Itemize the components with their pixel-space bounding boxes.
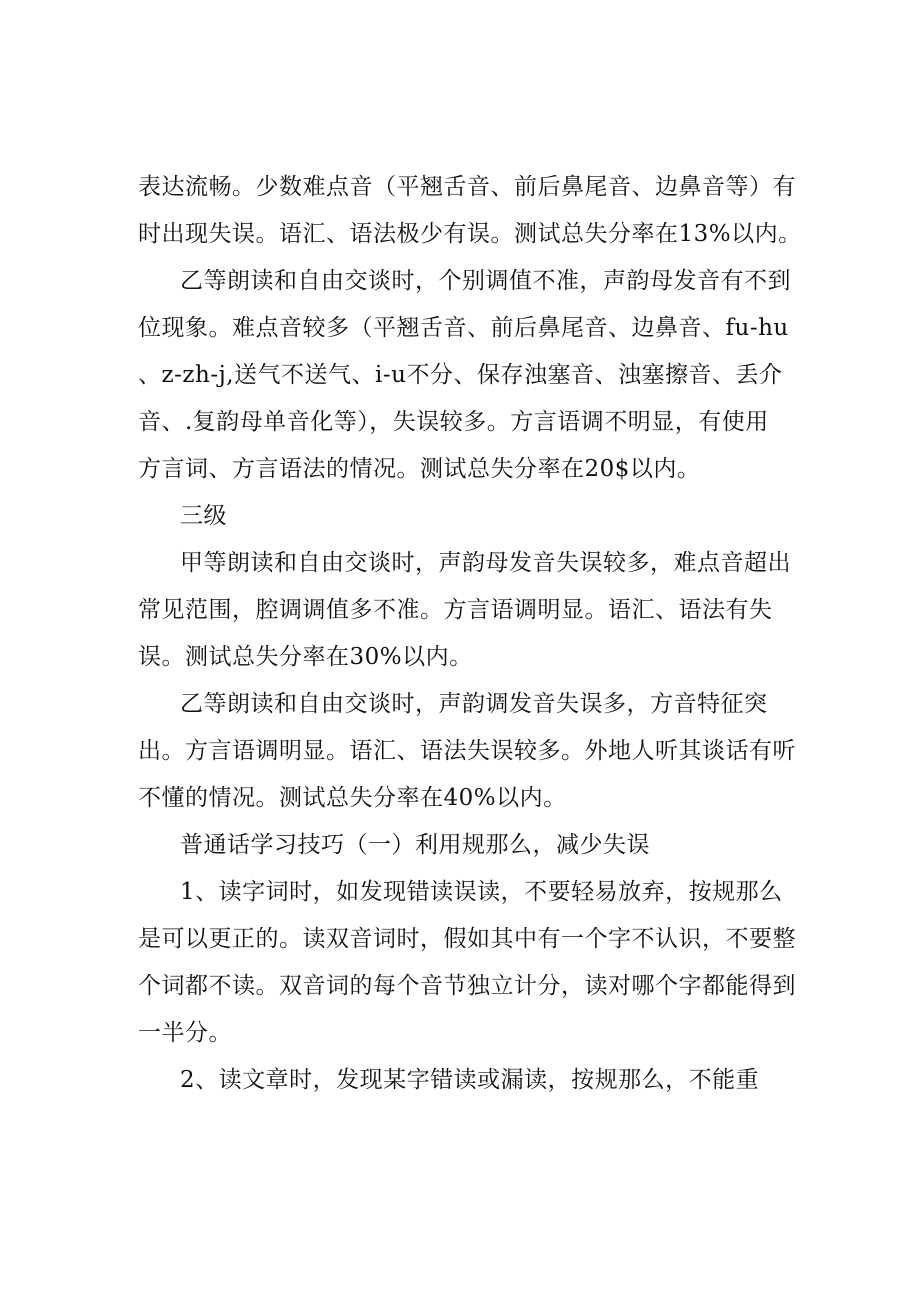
text-line: 位现象。难点音较多（平翘舌音、前后鼻尾音、边鼻音、fu-hu [138,315,789,341]
text-line: 2、读文章时，发现某字错读或漏读，按规那么，不能重 [180,1067,760,1093]
paragraph-5 [138,869,796,1057]
text-line: 1、读字词时，如发现错读误读，不要轻易放弃，按规那么 [180,879,783,905]
section-heading [138,493,788,540]
text-line: 不懂的情况。测试总失分率在40%以内。 [138,785,567,811]
text-line: 误。测试总失分率在30%以内。 [138,644,473,670]
paragraph-6 [138,1057,788,1104]
text-line: 时出现失误。语汇、语法极少有误。测试总失分率在13%以内。 [138,221,802,247]
text-line: 甲等朗读和自由交谈时，声韵母发音失误较多，难点音超出 [180,550,791,576]
text-line: 常见范围，腔调调值多不准。方言语调明显。语汇、语法有失 [138,597,773,623]
text-line: 是可以更正的。读双音词时，假如其中有一个字不认识，不要整 [138,926,796,952]
text-line: 表达流畅。少数难点音（平翘舌音、前后鼻尾音、边鼻音等）有 [138,174,796,200]
text-line: 音、.复韵母单音化等），失误较多。方言语调不明显，有使用 [138,409,769,435]
paragraph-4 [138,681,796,822]
subsection-heading [138,822,788,869]
heading-line: 普通话学习技巧（一）利用规那么，减少失误 [180,832,650,858]
text-line: 一半分。 [138,1020,232,1046]
paragraph-2 [138,258,791,493]
text-line: 出。方言语调明显。语汇、语法失误较多。外地人听其谈话有听 [138,738,796,764]
heading-line: 三级 [180,503,227,529]
document-body [138,164,802,1104]
text-line: 乙等朗读和自由交谈时，声韵调发音失误多，方音特征突 [180,691,768,717]
text-line: 方言词、方言语法的情况。测试总失分率在20$以内。 [138,456,701,482]
paragraph-1 [138,164,802,258]
paragraph-3 [138,540,791,681]
text-line: 乙等朗读和自由交谈时，个别调值不准，声韵母发音有不到 [180,268,791,294]
text-line: 、z-zh-j,送气不送气、i-u不分、保存浊塞音、浊塞擦音、丢介 [138,362,783,388]
text-line: 个词都不读。双音词的每个音节独立计分，读对哪个字都能得到 [138,973,796,999]
